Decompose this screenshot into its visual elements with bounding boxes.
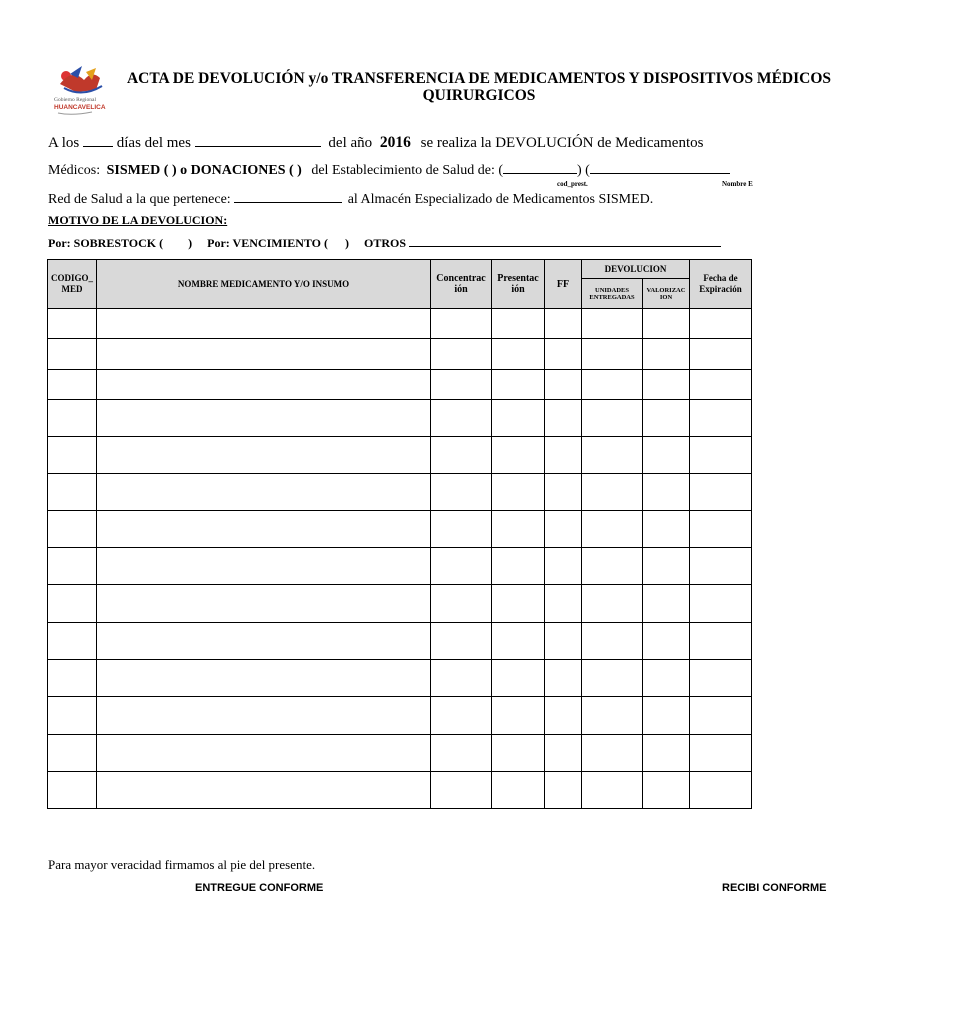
table-row [48, 400, 752, 437]
document-title [0, 70, 958, 104]
motivo-heading: MOTIVO DE LA DEVOLUCION: [48, 213, 228, 227]
title-line-2: QUIRURGICOS [422, 87, 536, 104]
table-row [48, 511, 752, 548]
vencimiento-option: Por: VENCIMIENTO ( [207, 236, 329, 250]
table-row [48, 735, 752, 772]
table-row [48, 309, 752, 339]
col-nombre: NOMBRE MEDICAMENTO Y/O INSUMO [97, 260, 431, 309]
cod-prest-caption: cod_prest. [557, 180, 588, 188]
table-row [48, 548, 752, 585]
sobrestock-close: ) [188, 236, 193, 250]
dias-mes-label: días del mes [116, 135, 191, 151]
recibi-conforme-label: RECIBI CONFORME [722, 882, 827, 894]
col-valorizacion: VALORIZAC ION [643, 279, 690, 309]
paren-sep: ) ( [577, 163, 590, 178]
sismed-donaciones-options: SISMED ( ) o DONACIONES ( ) [106, 163, 302, 178]
table-row [48, 660, 752, 697]
almacen-text: al Almacén Especializado de Medicamentos SISMED. [347, 192, 654, 207]
col-codigo: CODIGO_ MED [48, 260, 97, 309]
medication-table [47, 259, 752, 809]
table-row [48, 697, 752, 735]
red-label: Red de Salud a la que pertenece: [48, 192, 231, 207]
col-ff: FF [545, 260, 582, 309]
table-row [48, 437, 752, 474]
date-line [48, 134, 703, 152]
title-line-1: ACTA DE DEVOLUCIÓN y/o TRANSFERENCIA DE MEDICAMENTOS Y DISPOSITIVOS MÉDICOS [126, 70, 832, 87]
day-blank[interactable] [83, 134, 113, 147]
table-body [48, 309, 752, 809]
red-blank[interactable] [234, 190, 342, 203]
nombre-caption: Nombre E [722, 180, 753, 188]
logo-text-2: HUANCAVELICA [54, 104, 106, 111]
table-row [48, 370, 752, 400]
table-row [48, 474, 752, 511]
establecimiento-label: del Establecimiento de Salud de: ( [311, 163, 504, 178]
table-row [48, 772, 752, 809]
col-unidades: UNIDADES ENTREGADAS [582, 279, 643, 309]
table-row [48, 585, 752, 623]
source-line [48, 161, 730, 179]
entregue-conforme-label: ENTREGUE CONFORME [195, 882, 324, 894]
del-ano-label: del año [328, 135, 373, 151]
year-value: 2016 [379, 134, 411, 151]
otros-option: OTROS [364, 236, 407, 250]
cod-prest-blank[interactable] [503, 161, 577, 174]
vencimiento-close: ) [345, 236, 350, 250]
col-devolucion: DEVOLUCION [582, 260, 690, 279]
nombre-blank[interactable] [590, 161, 730, 174]
table-row [48, 339, 752, 370]
motivo-options [48, 236, 753, 251]
col-concentracion: Concentrac ión [431, 260, 492, 309]
otros-blank[interactable] [409, 236, 721, 247]
a-los-label: A los [48, 135, 80, 151]
month-blank[interactable] [195, 134, 321, 147]
col-presentacion: Presentac ión [492, 260, 545, 309]
logo-text-1: Gobierno Regional [54, 97, 97, 103]
red-line [48, 190, 653, 208]
table-row [48, 623, 752, 660]
col-fecha: Fecha de Expiración [690, 260, 752, 309]
medicos-label: Médicos: [48, 163, 101, 178]
sobrestock-option: Por: SOBRESTOCK ( [48, 236, 164, 250]
devolucion-text: se realiza la DEVOLUCIÓN de Medicamentos [420, 135, 704, 151]
footer-note: Para mayor veracidad firmamos al pie del presente. [48, 857, 316, 872]
